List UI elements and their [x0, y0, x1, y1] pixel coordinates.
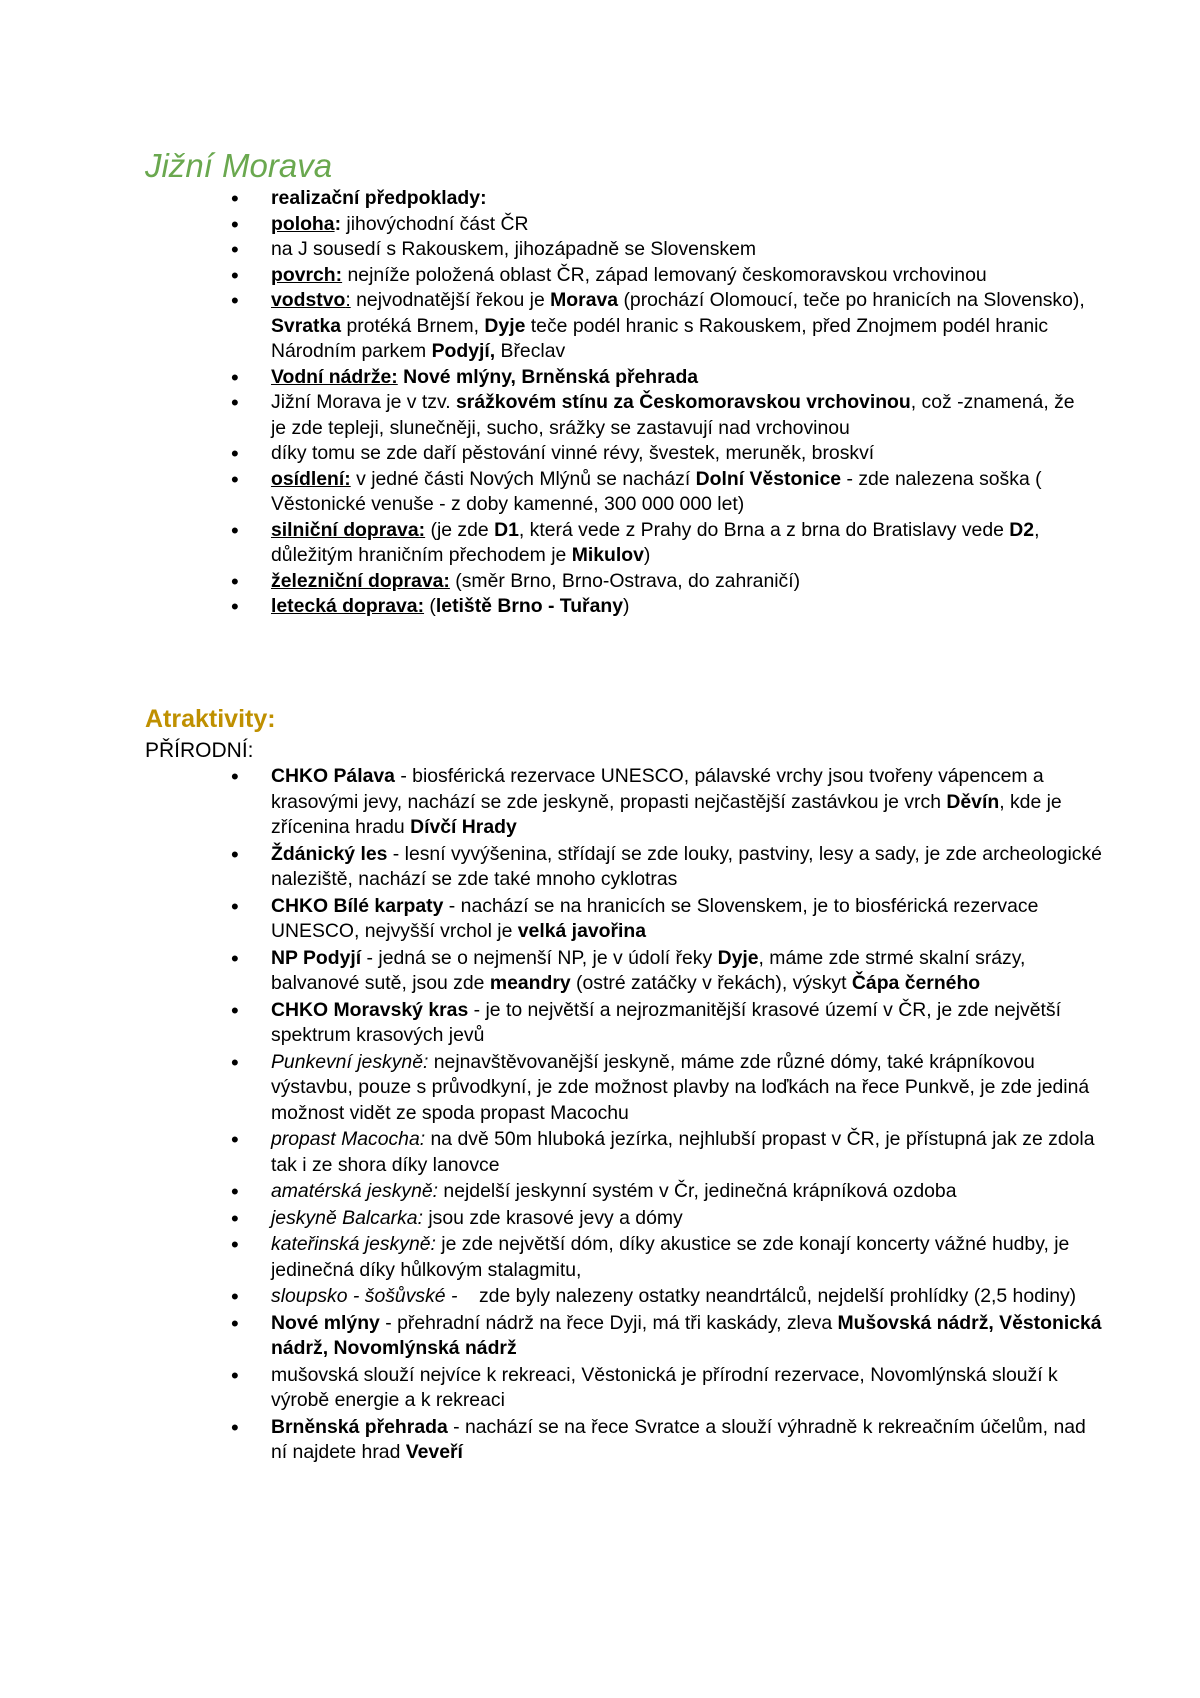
list-item: • poloha: jihovýchodní část ČR	[232, 212, 1087, 238]
list-item: • kateřinská jeskyně: je zde největší dóm, díky akustice se zde konají koncerty vážné hudby, je jedinečná díky hůlkovým stalagmitu,	[232, 1232, 1102, 1283]
list-item: • NP Podyjí - jedná se o nejmenší NP, je v údolí řeky Dyje, máme zde strmé skalní srázy, balvanové sutě, jsou zde meandry (ostré zatáčky v řekách), výskyt Čápa černého	[232, 946, 1102, 997]
list-item: • Nové mlýny - přehradní nádrž na řece Dyji, má tři kaskády, zleva Mušovská nádrž, Věstonická nádrž, Novomlýnská nádrž	[232, 1311, 1102, 1362]
list-item: • Brněnská přehrada - nachází se na řece Svratce a slouží výhradně k rekreačním účelům, nad ní najdete hrad Veveří	[232, 1415, 1102, 1466]
list-item: • vodstvo: nejvodnatější řekou je Morava (prochází Olomoucí, teče po hranicích na Slovensko), Svratka protéká Brnem, Dyje teče podél hranic s Rakouskem, před Znojmem podél hranic Národním parkem Podyjí, Břeclav	[232, 288, 1087, 365]
list-item: • na J sousedí s Rakouskem, jihozápadně se Slovenskem	[232, 237, 1087, 263]
prerequisites-list	[232, 186, 1087, 620]
list-item: • Punkevní jeskyně: nejnavštěvovanější jeskyně, máme zde různé dómy, také krápníkovou výstavbu, pouze s průvodkyní, je zde možnost plavby na loďkách na řece Punkvě, je zde jediná možnost vidět ze spoda propast Macochu	[232, 1050, 1102, 1127]
list-item: • železniční doprava: (směr Brno, Brno-Ostrava, do zahraničí)	[232, 569, 1087, 595]
list-item: • osídlení: v jedné části Nových Mlýnů se nachází Dolní Věstonice - zde nalezena soška ( Věstonické venuše - z doby kamenné, 300 000 000 let)	[232, 467, 1087, 518]
list-item: • Ždánický les - lesní vyvýšenina, střídají se zde louky, pastviny, lesy a sady, je zde archeologické naleziště, nachází se zde také mnoho cyklotras	[232, 842, 1102, 893]
list-item: • díky tomu se zde daří pěstování vinné révy, švestek, meruněk, broskví	[232, 441, 1087, 467]
list-item: • jeskyně Balcarka: jsou zde krasové jevy a dómy	[232, 1206, 1102, 1232]
list-item: • povrch: nejníže položená oblast ČR, západ lemovaný českomoravskou vrchovinou	[232, 263, 1087, 289]
list-item: • realizační předpoklady:	[232, 186, 1087, 212]
list-item: • CHKO Bílé karpaty - nachází se na hranicích se Slovenskem, je to biosférická rezervace UNESCO, nejvyšší vrchol je velká javořina	[232, 894, 1102, 945]
list-item: • sloupsko - šošůvské - zde byly nalezeny ostatky neandrtálců, nejdelší prohlídky (2,5 hodiny)	[232, 1284, 1102, 1310]
list-item: • Vodní nádrže: Nové mlýny, Brněnská přehrada	[232, 365, 1087, 391]
page-title: Jižní Morava	[145, 147, 333, 184]
attractions-list	[232, 764, 1102, 1467]
list-item: • mušovská slouží nejvíce k rekreaci, Věstonická je přírodní rezervace, Novomlýnská slouží k výrobě energie a k rekreaci	[232, 1363, 1102, 1414]
list-item: • Jižní Morava je v tzv. srážkovém stínu za Českomoravskou vrchovinou, což -znamená, že je zde tepleji, slunečněji, sucho, srážky se zastavují nad vrchovinou	[232, 390, 1087, 441]
list-item: • CHKO Moravský kras - je to největší a nejrozmanitější krasové území v ČR, je zde největší spektrum krasových jevů	[232, 998, 1102, 1049]
list-item: • CHKO Pálava - biosférická rezervace UNESCO, pálavské vrchy jsou tvořeny vápencem a krasovými jevy, nachází se zde jeskyně, propasti nejčastější zastávkou je vrch Děvín, kde je zřícenina hradu Dívčí Hrady	[232, 764, 1102, 841]
list-item: • silniční doprava: (je zde D1, která vede z Prahy do Brna a z brna do Bratislavy vede D2, důležitým hraničním přechodem je Mikulov)	[232, 518, 1087, 569]
section-heading: Atraktivity:	[145, 705, 276, 733]
list-item: • amatérská jeskyně: nejdelší jeskynní systém v Čr, jedinečná krápníková ozdoba	[232, 1179, 1102, 1205]
list-item: • propast Macocha: na dvě 50m hluboká jezírka, nejhlubší propast v ČR, je přístupná jak ze zdola tak i ze shora díky lanovce	[232, 1127, 1102, 1178]
section-subheading: PŘÍRODNÍ:	[145, 739, 254, 762]
list-item: • letecká doprava: (letiště Brno - Tuřany)	[232, 594, 1087, 620]
